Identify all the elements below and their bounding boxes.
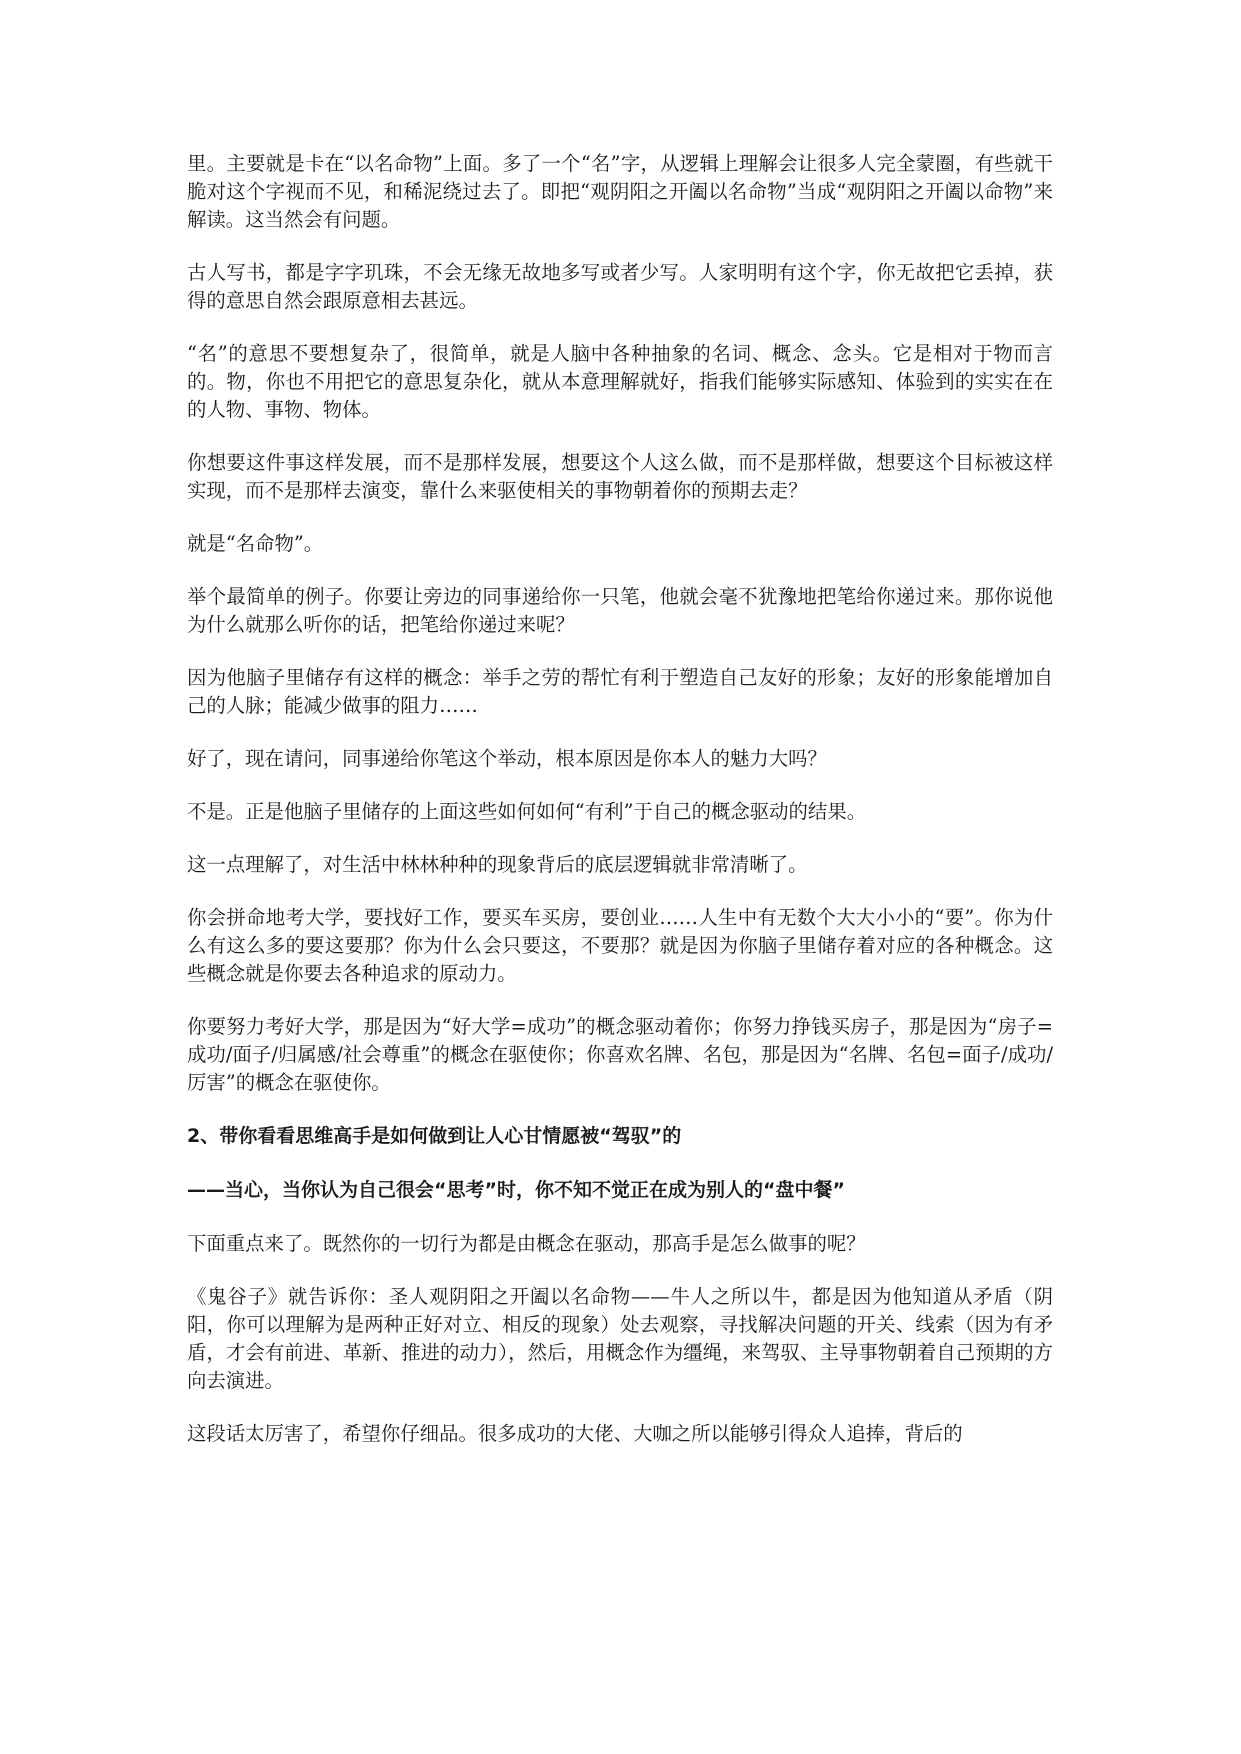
body-paragraph: 你会拼命地考大学，要找好工作，要买车买房，要创业……人生中有无数个大大小小的“要”。你为什么有这么多的要这要那？你为什么会只要这，不要那？就是因为你脑子里储存着对应的各种概念。这些概念就是你要去各种追求的原动力。 — [187, 906, 1053, 985]
body-paragraph: 好了，现在请问，同事递给你笔这个举动，根本原因是你本人的魅力大吗？ — [187, 747, 827, 770]
body-paragraph: 里。主要就是卡在“以名命物”上面。多了一个“名”字，从逻辑上理解会让很多人完全蒙圈，有些就干脆对这个字视而不见，和稀泥绕过去了。即把“观阴阳之开阖以名命物”当成“观阴阳之开阖以命物”来解读。这当然会有问题。 — [187, 152, 1053, 231]
body-paragraph: 举个最简单的例子。你要让旁边的同事递给你一只笔，他就会毫不犹豫地把笔给你递过来。那你说他为什么就那么听你的话，把笔给你递过来呢？ — [187, 585, 1053, 636]
body-paragraph: 就是“名命物”。 — [187, 532, 324, 555]
body-paragraph: 不是。正是他脑子里储存的上面这些如何如何“有利”于自己的概念驱动的结果。 — [187, 800, 867, 823]
body-paragraph: 你要努力考好大学，那是因为“好大学=成功”的概念驱动着你；你努力挣钱买房子，那是因为“房子=成功/面子/归属感/社会尊重”的概念在驱使你；你喜欢名牌、名包，那是因为“名牌、名包=面子/成功/厉害”的概念在驱使你。 — [187, 1015, 1053, 1094]
body-paragraph: 因为他脑子里储存有这样的概念：举手之劳的帮忙有利于塑造自己友好的形象；友好的形象能增加自己的人脉；能减少做事的阻力…… — [187, 666, 1053, 717]
body-paragraph: 古人写书，都是字字玑珠，不会无缘无故地多写或者少写。人家明明有这个字，你无故把它丢掉，获得的意思自然会跟原意相去甚远。 — [187, 261, 1053, 312]
document-body — [187, 150, 1053, 1473]
body-paragraph: 你想要这件事这样发展，而不是那样发展，想要这个人这么做，而不是那样做，想要这个目标被这样实现，而不是那样去演变，靠什么来驱使相关的事物朝着你的预期去走？ — [187, 451, 1053, 502]
body-paragraph: “名”的意思不要想复杂了，很简单，就是人脑中各种抽象的名词、概念、念头。它是相对于物而言的。物，你也不用把它的意思复杂化，就从本意理解就好，指我们能够实际感知、体验到的实实在在的人物、事物、物体。 — [187, 342, 1053, 421]
body-paragraph: 这段话太厉害了，希望你仔细品。很多成功的大佬、大咖之所以能够引得众人追捧，背后的 — [187, 1422, 963, 1445]
body-paragraph: 下面重点来了。既然你的一切行为都是由概念在驱动，那高手是怎么做事的呢？ — [187, 1232, 866, 1255]
body-paragraph: 《鬼谷子》就告诉你：圣人观阴阳之开阖以名命物——牛人之所以牛，都是因为他知道从矛盾（阴阳，你可以理解为是两种正好对立、相反的现象）处去观察，寻找解决问题的开关、线索（因为有矛盾，才会有前进、革新、推进的动力），然后，用概念作为缰绳，来驾驭、主导事物朝着自己预期的方向去演进。 — [187, 1285, 1053, 1392]
section-subheading: ——当心，当你认为自己很会“思考”时，你不知不觉正在成为别人的“盘中餐” — [187, 1179, 845, 1201]
body-paragraph: 这一点理解了，对生活中林林种种的现象背后的底层逻辑就非常清晰了。 — [187, 853, 808, 876]
section-heading: 2、带你看看思维高手是如何做到让人心甘情愿被“驾驭”的 — [187, 1125, 682, 1147]
